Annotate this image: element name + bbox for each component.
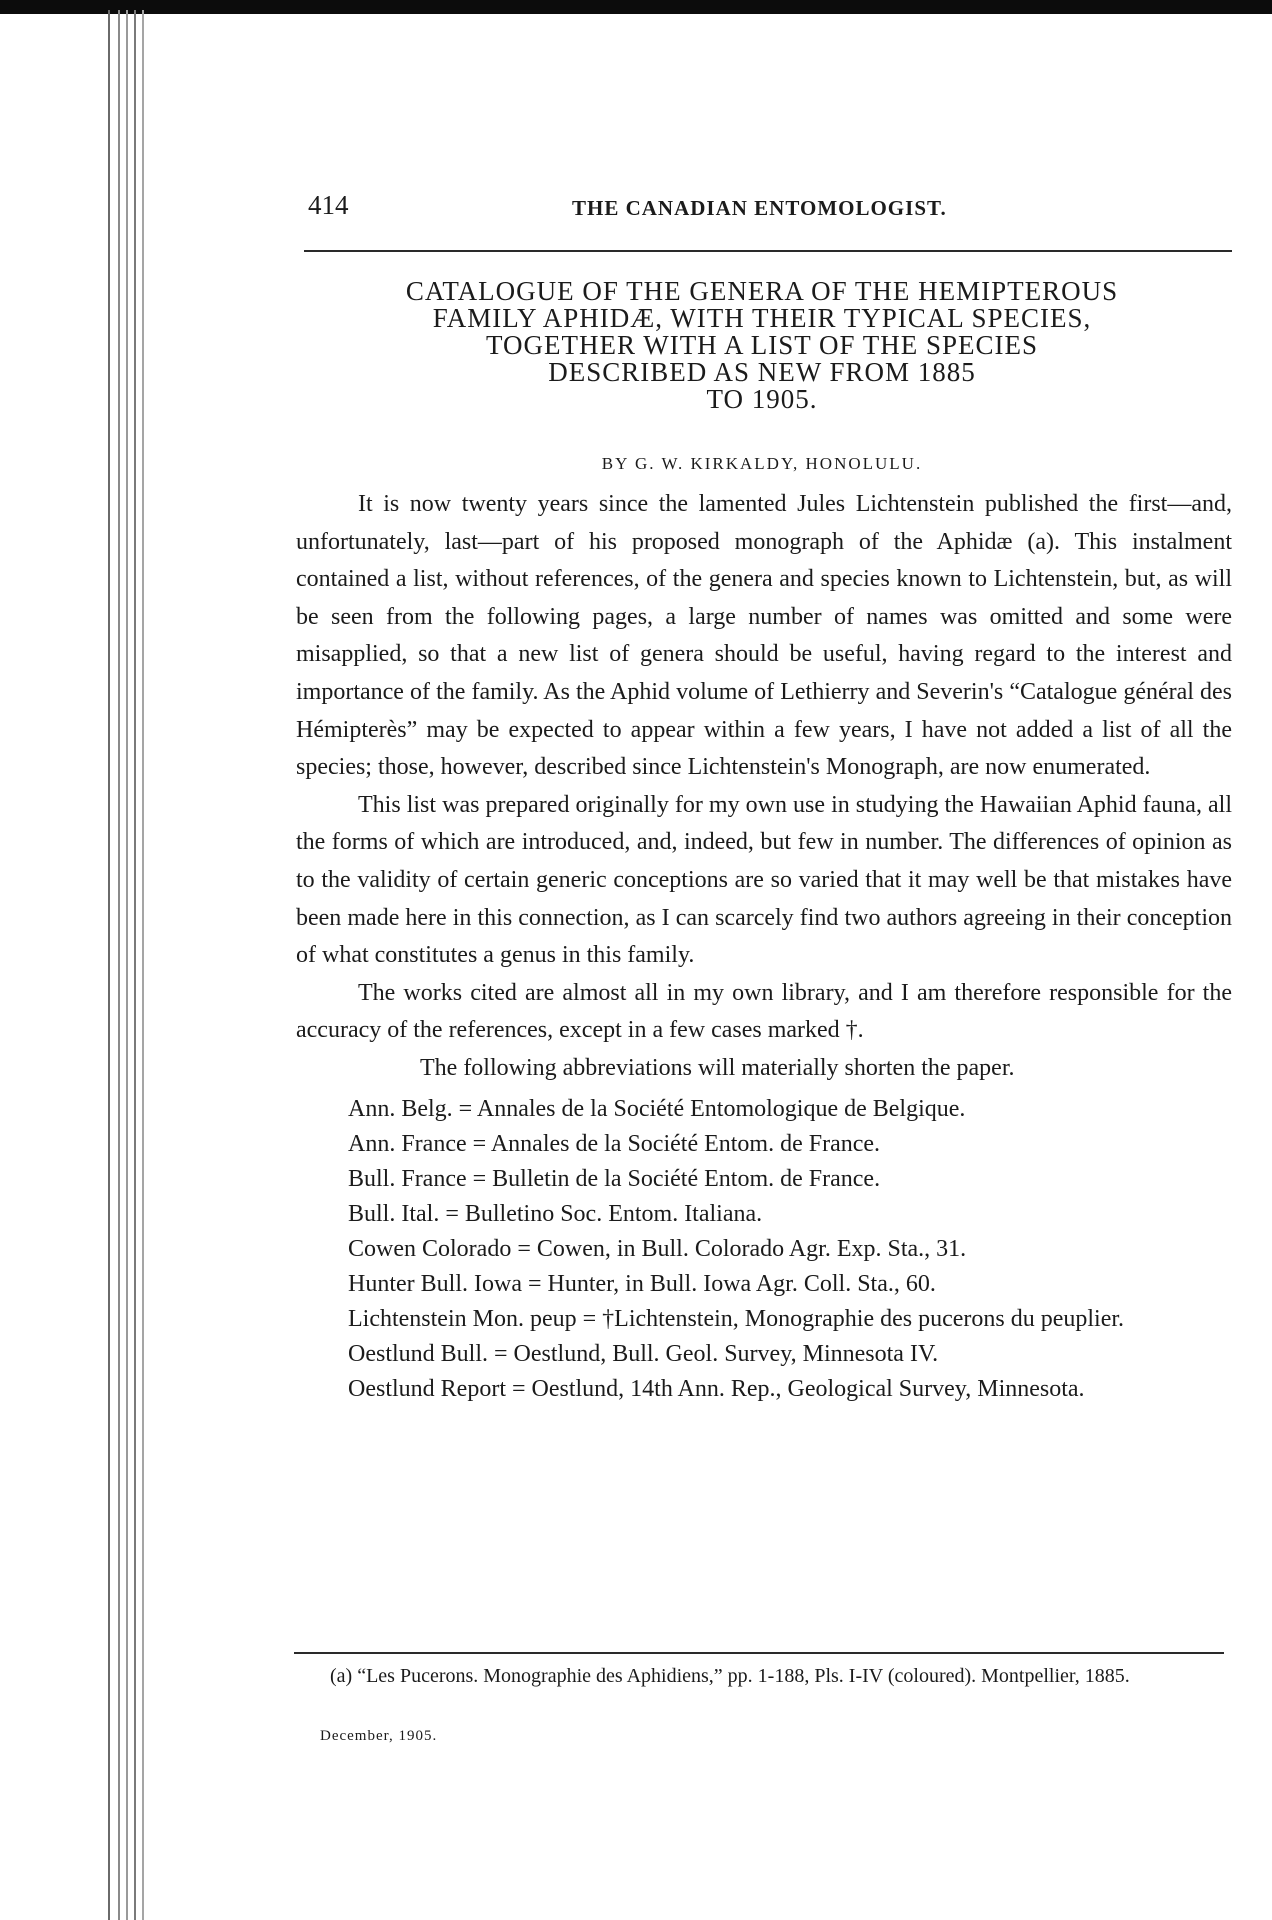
abbreviation-item: Ann. France = Annales de la Société Entom. de France. <box>348 1130 881 1157</box>
abbreviations-intro: The following abbreviations will materially shorten the paper. <box>420 1054 1015 1081</box>
scan-left-margin <box>0 14 108 1920</box>
page-edge <box>118 10 120 1920</box>
abbreviation-item: Bull. Ital. = Bulletino Soc. Entom. Italiana. <box>348 1200 763 1227</box>
scan-top-border <box>0 0 1272 14</box>
page-number: 414 <box>308 190 349 220</box>
paragraph: It is now twenty years since the lamented Jules Lichtenstein published the first—and, unfortunately, last—part of his proposed monograph of the Aphidæ (a). This instalment contained a list, without references, of the genera and species known to Lichtenstein, but, as will be seen from the following pages, a large number of names was omitted and some were misapplied, so that a new list of genera should be useful, having regard to the interest and importance of the family. As the Aphid volume of Lethierry and Severin's “Catalogue général des Hémipterès” may be expected to appear within a few years, I have not added a list of all the species; those, however, described since Lichtenstein's Monograph, are now enumerated. <box>296 491 1232 781</box>
page-edge <box>108 10 110 1920</box>
article-title <box>290 278 1234 413</box>
abbreviation-item: Oestlund Bull. = Oestlund, Bull. Geol. Survey, Minnesota IV. <box>348 1340 939 1367</box>
footnote <box>294 1660 1224 1693</box>
title-line: DESCRIBED AS NEW FROM 1885 <box>548 357 976 387</box>
page-edge <box>126 10 128 1920</box>
abbreviation-item: Cowen Colorado = Cowen, in Bull. Colorado Agr. Exp. Sta., 31. <box>348 1235 967 1262</box>
page-edge <box>142 10 144 1920</box>
article-body <box>296 486 1232 1407</box>
page-edge <box>134 10 136 1920</box>
title-line: CATALOGUE OF THE GENERA OF THE HEMIPTEROUS <box>405 276 1119 306</box>
paragraph: This list was prepared originally for my own use in studying the Hawaiian Aphid fauna, all the forms of which are introduced, and, indeed, but few in number. The differences of opinion as to the validity of certain generic conceptions are so varied that it may well be that mistakes have been made here in this connection, as I can scarcely find two authors agreeing in their conception of what constitutes a genus in this family. <box>296 791 1232 969</box>
author-byline: BY G. W. KIRKALDY, HONOLULU. <box>601 454 923 473</box>
abbreviations-list <box>296 1092 1232 1407</box>
running-head <box>290 186 1234 226</box>
title-line: TO 1905. <box>706 384 818 414</box>
header-rule <box>304 250 1232 252</box>
dateline: December, 1905. <box>320 1728 438 1744</box>
abbreviation-item: Lichtenstein Mon. peup = †Lichtenstein, Monographie des pucerons du peuplier. <box>348 1305 1125 1332</box>
abbreviation-item: Oestlund Report = Oestlund, 14th Ann. Rep., Geological Survey, Minnesota. <box>348 1375 1085 1402</box>
document-page <box>290 186 1234 1744</box>
abbreviation-item: Hunter Bull. Iowa = Hunter, in Bull. Iowa Agr. Coll. Sta., 60. <box>348 1270 936 1297</box>
journal-title: THE CANADIAN ENTOMOLOGIST. <box>572 196 947 220</box>
paragraph: The works cited are almost all in my own library, and I am therefore responsible for the accuracy of the references, except in a few cases marked †. <box>296 979 1232 1044</box>
abbreviation-item: Ann. Belg. = Annales de la Société Entomologique de Belgique. <box>348 1095 966 1122</box>
abbreviation-item: Bull. France = Bulletin de la Société Entom. de France. <box>348 1165 881 1192</box>
footnote-rule <box>294 1652 1224 1654</box>
title-line: FAMILY APHIDÆ, WITH THEIR TYPICAL SPECIES, <box>432 303 1092 333</box>
title-line: TOGETHER WITH A LIST OF THE SPECIES <box>485 330 1039 360</box>
footnote-text: (a) “Les Pucerons. Monographie des Aphidiens,” pp. 1-188, Pls. I-IV (coloured). Montpellier, 1885. <box>330 1665 1130 1687</box>
